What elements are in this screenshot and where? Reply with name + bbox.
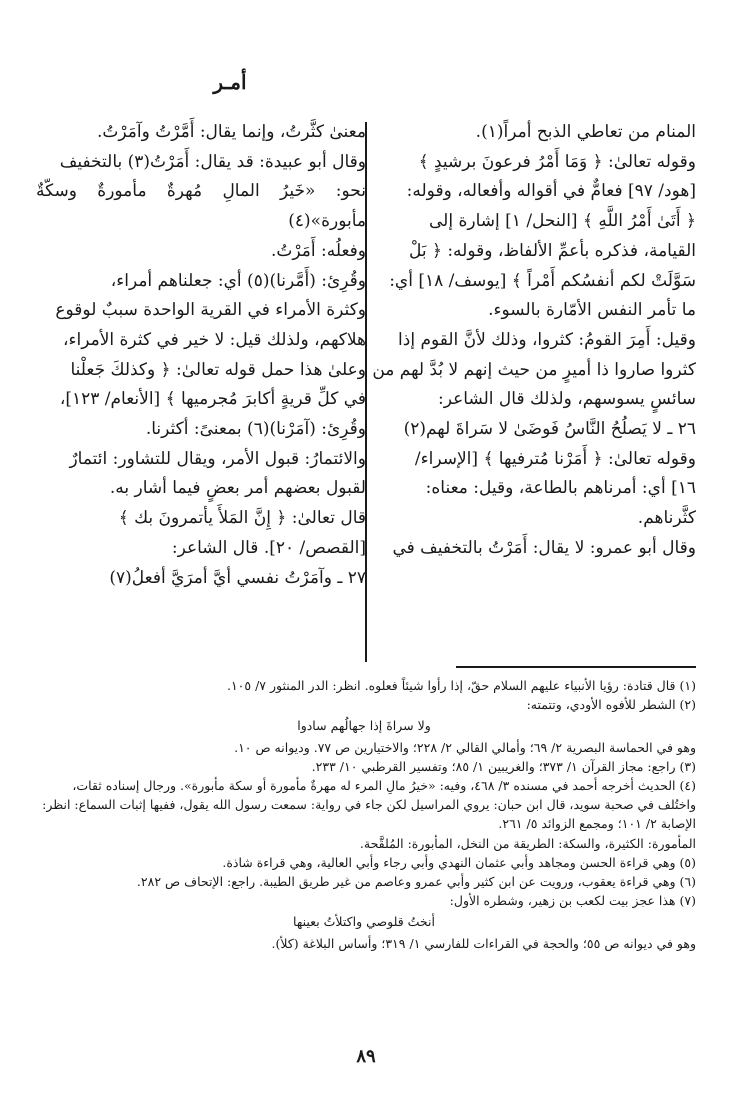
footnote-7: (٧) هذا عجز بيت لكعب بن زهير، وشطره الأول: [449,893,696,909]
text-line: المنام من تعاطي الذبح أمراً(١). [475,122,696,142]
text-line: وقُرِئ: (آمَرْنا)(٦) بمعنىً: أكثرنا. [145,419,366,440]
text-line: سَوَّلَتْ لكم أنفسُكم أَمْراً ﴾ [يوسف/ ١٨] أي: [389,270,696,291]
poetry-line: ٢٧ ـ وآمَرْتُ نفسي أيَّ أمرَيَّ أفعلُ(٧) [109,567,366,588]
footnote-4: (٤) الحديث أخرجه أحمد في مسنده ٣/ ٤٦٨، وفيه: «خيرُ مالِ المرء له مهرةٌ مأمورة أو سكة مأبورة». ورجال إسناده ثقات، واختُلف في صحبة سويد، قال ابن حبان: يروي المراسيل لكن جاء في رواية: سمعت رسول الله يقول، ففيها إثبات السماع: انظر: الإصابة ٢/ ١٠١؛ ومجمع الزوائد ٥/ ٢٦١. [42,778,696,832]
footnote-7-source: وهو في ديوانه ص ٥٥؛ والحجة في القراءات للفارسي ١/ ٣١٩؛ وأساس البلاغة (كلأ). [271,935,696,951]
text-line: والائتمارُ: قبول الأمر، ويقال للتشاور: ائتمارٌ [69,448,366,469]
text-line: القيامة، فذكره بأعمِّ الألفاظ، وقوله: ﴿ بَلْ [408,240,696,261]
text-line: وعلىٰ هذا حمل قوله تعالىٰ: ﴿ وكذلكَ جَعلْنا [70,359,366,380]
text-line: [القصص/ ٢٠]. قال الشاعر: [171,537,366,558]
text-line: ١٦] أي: أمرناهم بالطاعة، وقيل: معناه: [425,478,696,499]
text-line: وكثرة الأمراء في القرية الواحدة سببٌ لوقوع [55,300,366,321]
page-number: ٨٩ [356,1046,376,1067]
footnote-4-gloss: المأمورة: الكثيرة، والسكة: الطريقة من النخل، المأبورة: المُلقَّحة. [359,835,696,851]
footnote-2: (٢) الشطر للأفوه الأودي، وتتمته: [526,697,696,713]
text-line: وقال أبو عمرو: لا يقال: أَمَرْتُ بالتخفيف في [392,537,696,558]
text-line: وقيل: أَمِرَ القومُ: كثروا، وذلك لأنَّ القوم إذا [398,329,696,350]
text-line: لقبول بعضهم أمر بعضٍ فيما أشار به. [109,478,366,499]
poetry-line: ٢٦ ـ لا يَصلُحُ النَّاسُ فَوضَىٰ لا سَراةَ لهم(٢) [403,419,696,440]
text-line: وقوله تعالىٰ: ﴿ وَمَا أَمْرُ فرعونَ برشيدٍ ﴾ [418,151,696,172]
right-text-column [366,118,696,564]
footnote-1: (١) قال قتادة: رؤيا الأنبياء عليهم السلام حقّ، إذا رأوا شيئاً فعلوه. انظر: الدر المنثور ٧/ ١٠٥. [226,678,696,693]
text-line: ﴿ أَتَىٰ أَمْرُ اللَّهِ ﴾ [النحل/ ١] إشارة إلى [429,211,696,232]
text-line: هلاكهم، ولذلك قيل: لا خير في كثرة الأمراء، [63,329,366,350]
footnote-2-verse: ولا سراةَ إذا جهالُهم سادوا [297,718,431,734]
text-line: وقال أبو عبيدة: قد يقال: أَمَرْتُ(٣) بالتخفيف [59,151,366,172]
page-header-entry-word: أمـر [213,70,247,94]
footnote-separator [456,666,696,668]
text-line: وقُرِئ: (أَمَّرنا)(٥) أي: جعلناهم أمراء، [110,270,366,291]
text-line: ما تأمر النفس الأمّارة بالسوء. [488,300,696,321]
text-line: [هود/ ٩٧] فعامٌّ في أقواله وأفعاله، وقوله: [406,181,696,202]
text-line: معنىٰ كثَّرتُ، وإنما يقال: أَمَّرْتُ وآمَرْتُ. [96,122,366,142]
text-line: وفعلُه: أَمَرْتُ. [270,240,366,261]
text-line: نحو: «خَيرُ المالِ مُهرةٌ مأمورةٌ وسكّةٌ مأبورة»(٤) [36,181,366,232]
text-line: سائسٍ يسوسهم، ولذلك قال الشاعر: [438,389,696,410]
text-line: وقوله تعالىٰ: ﴿ أَمَرْنا مُترفيها ﴾ [الإسراء/ [414,448,696,469]
footnote-5: (٥) وهي قراءة الحسن ومجاهد وأبي عثمان النهدي وأبي رجاء وأبي العالية، وهي قراءة شاذة. [222,854,696,870]
footnote-2-source: وهو في الحماسة البصرية ٢/ ٦٩؛ وأمالي القالي ٢/ ٢٢٨؛ والاختيارين ص ٧٧. وديوانه ص ١٠. [234,739,696,755]
text-line: قال تعالىٰ: ﴿ إِنَّ المَلأَ يأتمرونَ بك ﴾ [118,508,366,529]
footnote-3: (٣) راجع: مجاز القرآن ١/ ٣٧٣؛ والغريبين ١/ ٨٥؛ وتفسير القرطبي ١٠/ ٢٣٣. [311,758,696,774]
text-line: كثَّرناهم. [637,508,696,529]
footnote-6: (٦) وهي قراءة يعقوب، ورويت عن ابن كثير وأبي عمرو وعاصم من غير طريق الطيبة. راجع: الإتحاف ص ٢٨٢. [136,874,696,890]
text-line: في كلِّ قريةٍ أكابرَ مُجرميها ﴾ [الأنعام/ ١٢٣]، [59,389,366,410]
text-line: كثروا صاروا ذا أميرٍ من حيث إنهم لا بُدَّ لهم من [372,359,696,380]
footnotes [32,676,696,953]
footnote-7-verse: أنختُ قلوصي واكتلأتُ بعينها [293,914,435,930]
left-text-column [36,118,366,593]
